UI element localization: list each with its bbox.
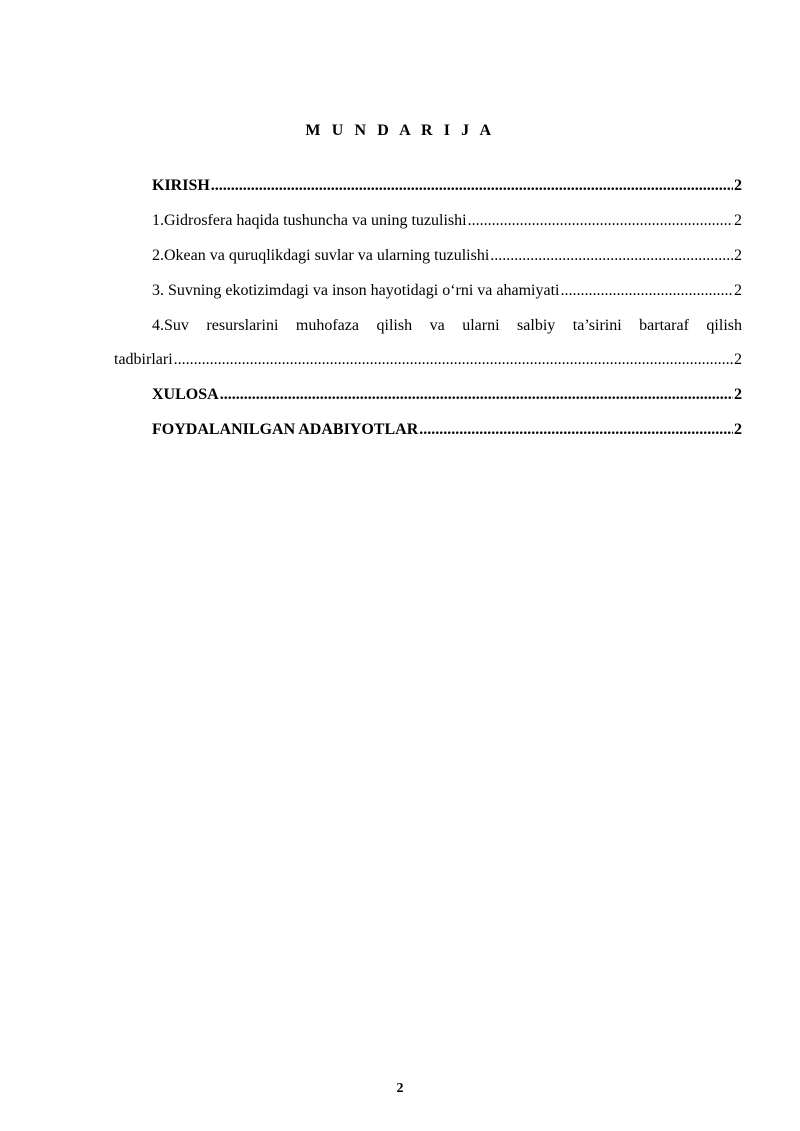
table-of-contents [114,176,742,455]
toc-entry-label: 2.Okean va quruqlikdagi suvlar va ularning tuzulishi [152,247,490,264]
toc-entry-page: 2 [734,386,742,403]
toc-entry-section-3[interactable] [114,281,742,301]
toc-entry-section-2[interactable] [114,246,742,266]
toc-entry-page: 2 [734,351,742,368]
toc-entry-page: 2 [734,421,742,438]
dot-leader [220,385,733,405]
toc-entry-section-4[interactable] [114,316,742,370]
toc-entry-page: 2 [734,247,742,264]
dot-leader [468,211,733,231]
toc-entry-xulosa[interactable] [114,385,742,405]
toc-entry-label: XULOSA [152,386,219,403]
toc-entry-page: 2 [734,177,742,194]
toc-entry-label-line2: tadbirlari [114,351,173,368]
toc-entry-page: 2 [734,212,742,229]
toc-entry-label: FOYDALANILGAN ADABIYOTLAR [152,421,419,438]
page-number: 2 [396,1081,404,1096]
toc-entry-page: 2 [734,282,742,299]
dot-leader [211,176,733,196]
toc-entry-references[interactable] [114,420,742,440]
dot-leader [174,350,733,370]
toc-entry-label: 1.Gidrosfera haqida tushuncha va uning tuzulishi [152,212,467,229]
toc-entry-label: 3. Suvning ekotizimdagi va inson hayotidagi o‘rni va ahamiyati [152,282,560,299]
toc-entry-kirish[interactable] [114,176,742,196]
toc-entry-line2 [114,350,742,370]
dot-leader [419,420,733,440]
toc-entry-section-1[interactable] [114,211,742,231]
toc-entry-label: KIRISH [152,177,210,194]
toc-entry-label-line1: 4.Suv resurslarini muhofaza qilish va ularni salbiy ta’sirini bartaraf qilish [152,317,742,334]
dot-leader [560,281,733,301]
toc-title: M U N D A R I J A [305,122,495,139]
dot-leader [490,246,733,266]
